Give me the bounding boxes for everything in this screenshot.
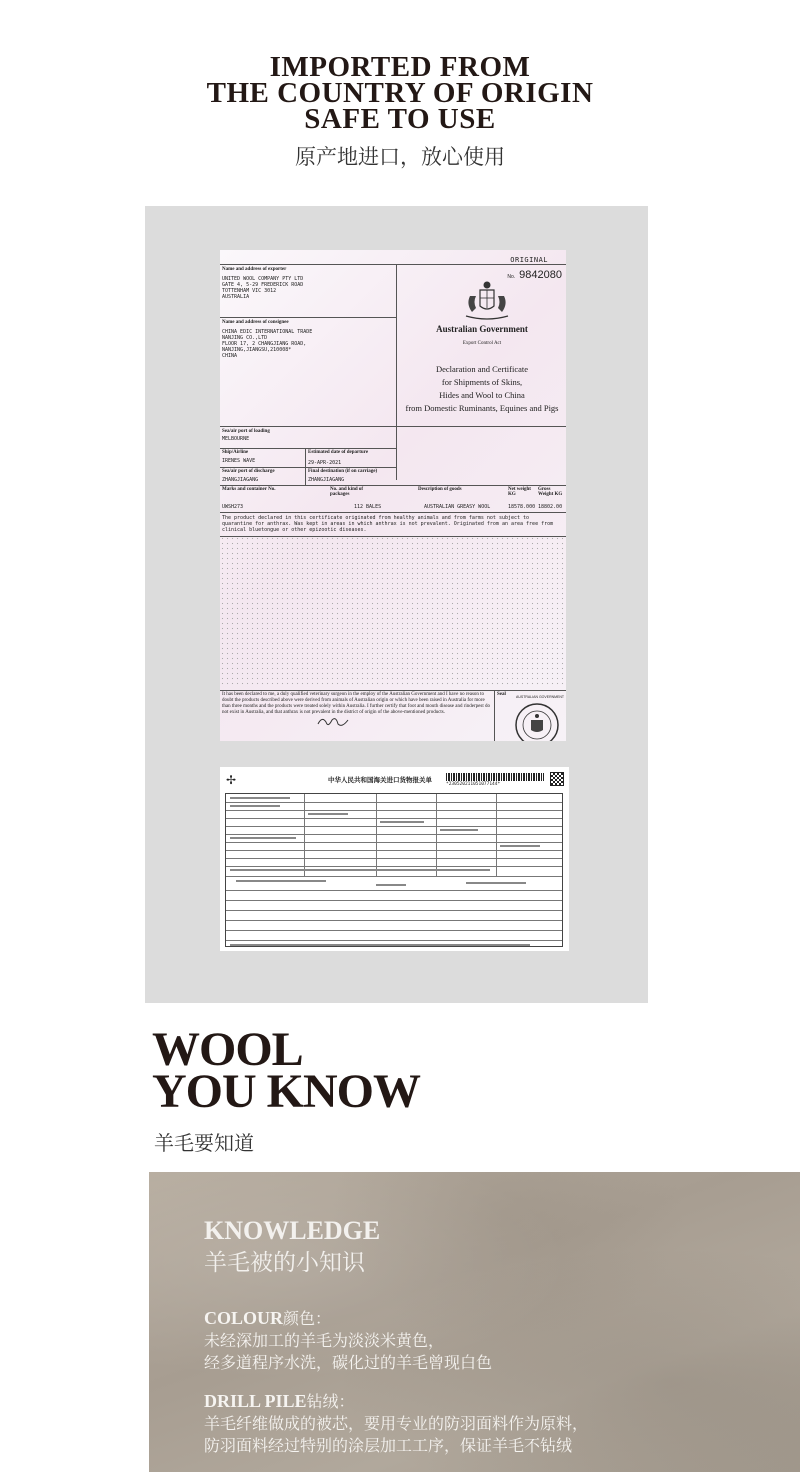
qr-code-icon (550, 772, 564, 786)
customs-title: 中华人民共和国海关进口货物报关单 (328, 776, 432, 784)
colour-heading-cn: 颜色： (283, 1309, 332, 1328)
exporter-value: UNITED WOOL COMPANY PTY LTD GATE 4, 5-29 FREDERICK ROAD TOTTENHAM VIC 3012 AUSTRALIA (222, 276, 304, 300)
signature-icon (316, 714, 350, 730)
customs-emblem-icon: ✢ (226, 773, 237, 787)
port-loading-label: Sea/air port of loading (222, 429, 270, 434)
seal-text: AUSTRALIAN GOVERNMENT (516, 695, 565, 699)
knowledge-panel (149, 1172, 800, 1472)
gross-weight-value: 18802.00 (538, 504, 563, 510)
certificate-declaration (398, 363, 566, 415)
colour-heading-en: COLOUR (204, 1308, 284, 1328)
colour-line-1: 未经深加工的羊毛为淡淡米黄色， (204, 1331, 445, 1350)
documents-panel (145, 206, 648, 1003)
net-weight-label: Net weight KG (508, 487, 531, 497)
certificate-number-label: No. (507, 274, 516, 280)
wool-title-line-1: WOOL (152, 1023, 303, 1076)
port-loading-value: MELBOURNE (222, 436, 250, 442)
certificate-number (507, 269, 562, 281)
knowledge-item-drill-pile (204, 1390, 784, 1457)
departure-label: Estimated date of departure (308, 450, 369, 455)
certificate-statement: The product declared in this certificate originated from healthy animals and from farms not subject to quarantine for anthrax. Was kept in areas in which anthrax is not prevalent. Originated from an area free from clinical bluetongue or other epizootic diseases. (222, 515, 554, 533)
gross-weight-label: Gross Weight KG (538, 487, 563, 497)
departure-value: 29-APR-2021 (308, 460, 342, 466)
barcode-number: *230520211051077144* (446, 782, 501, 787)
wool-section-subtitle: 羊毛要知道 (154, 1131, 254, 1155)
knowledge-title: KNOWLEDGE (204, 1216, 381, 1245)
hero-title-line-1: IMPORTED FROM (269, 51, 531, 83)
drill-pile-heading-cn: 钻绒： (306, 1392, 355, 1411)
destination-value: ZHANGJIAGANG (308, 477, 345, 483)
declaration-line-4: from Domestic Ruminants, Equines and Pigs (405, 403, 559, 413)
wool-section-title (152, 1023, 420, 1118)
vet-statement: It has been declared to me, a duly qualified veterinary surgeon in the employ of the Australian Government and I have no reason to doubt the products described above were derived from animals of Australian origin or which have been raised in Australia for more than three months and the products were treated solely within Australia. I further certify that foot and mouth disease and rinderpest do not exist in Australia, and that anthrax is not prevalent in the district of origin of the above-mentioned products. (222, 692, 490, 715)
knowledge-item-colour (204, 1307, 784, 1374)
discharge-value: ZHANGJIAGANG (222, 477, 259, 483)
drill-pile-line-2: 防羽面料经过特别的涂层加工工序，保证羊毛不钻绒 (204, 1436, 573, 1455)
knowledge-subtitle: 羊毛被的小知识 (204, 1250, 365, 1276)
goods-label: Description of goods (418, 487, 462, 492)
marks-value: UWSH273 (222, 504, 244, 510)
seal-label: Seal (497, 692, 506, 697)
certificate-government: Australian Government (436, 324, 528, 334)
declaration-line-2: for Shipments of Skins, (441, 377, 523, 387)
customs-form-grid (225, 793, 563, 947)
marks-label: Marks and container No. (222, 487, 276, 492)
hero-title-line-2: THE COUNTRY OF ORIGIN (206, 77, 594, 109)
consignee-label: Name and address of consignee (222, 320, 289, 325)
packages-value: 112 BALES (354, 504, 382, 510)
colour-line-2: 经多道程序水洗，碳化过的羊毛曾现白色 (204, 1353, 493, 1372)
net-weight-value: 18578.000 (508, 504, 536, 510)
customs-declaration-document (220, 767, 569, 951)
certificate-act: Export Control Act (462, 341, 502, 346)
drill-pile-line-1: 羊毛纤维做成的被芯，要用专业的防羽面料作为原料， (204, 1414, 589, 1433)
declaration-line-3: Hides and Wool to China (439, 390, 525, 400)
destination-label: Final destination (if on carriage) (308, 469, 378, 474)
exporter-label: Name and address of exporter (222, 267, 287, 272)
barcode-icon (446, 773, 544, 781)
certificate-number-value: 9842080 (519, 269, 562, 281)
drill-pile-heading-en: DRILL PILE (204, 1391, 307, 1411)
wool-title-line-2: YOU KNOW (152, 1065, 420, 1118)
declaration-line-1: Declaration and Certificate (435, 364, 529, 374)
discharge-label: Sea/air port of discharge (222, 469, 275, 474)
hero-title (0, 51, 800, 135)
certificate-original-label: ORIGINAL (510, 256, 548, 264)
packages-label: No. and kind of packages (330, 487, 364, 497)
hero-subtitle: 原产地进口，放心使用 (295, 145, 505, 169)
hero-title-line-3: SAFE TO USE (304, 103, 496, 135)
consignee-value: CHINA EDIC INTERNATIONAL TRADE NANJING CO.,LTD FLOOR 17, 2 CHANGJIANG ROAD, NANJING,JIANGSU,210008* CHINA (222, 329, 313, 359)
certificate-document (220, 250, 566, 741)
coat-of-arms-icon (460, 278, 514, 322)
goods-value: AUSTRALIAN GREASY WOOL (424, 504, 491, 510)
ship-label: Ship/Airline (222, 450, 249, 455)
ship-value: IRENES WAVE (222, 458, 256, 464)
certificate-dotted-area (220, 536, 566, 686)
government-seal-icon (514, 702, 560, 741)
